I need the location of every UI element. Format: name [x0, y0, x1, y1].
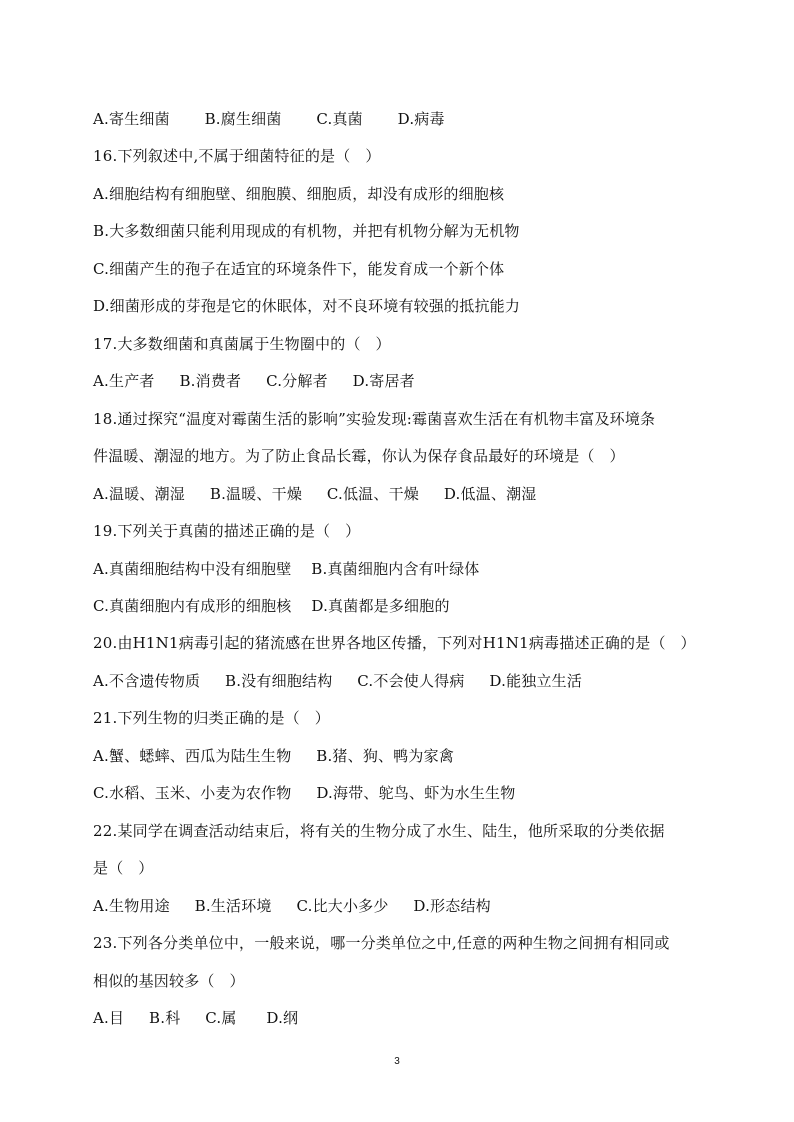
- q17-question: 17.大多数细菌和真菌属于生物圈中的（ ）: [93, 335, 391, 353]
- q16-option-b: B.大多数细菌只能利用现成的有机物，并把有机物分解为无机物: [93, 222, 520, 240]
- q18-question-line1: 18.通过探究“温度对霉菌生活的影响”实验发现:霉菌喜欢生活在有机物丰富及环境条: [93, 410, 656, 428]
- q20-options: A.不含遗传物质 B.没有细胞结构 C.不会使人得病 D.能独立生活: [93, 672, 583, 690]
- q22-question-line2: 是（ ）: [93, 859, 154, 877]
- q19-options-cd: C.真菌细胞内有成形的细胞核 D.真菌都是多细胞的: [93, 597, 450, 615]
- q16-option-a: A.细胞结构有细胞壁、细胞膜、细胞质，却没有成形的细胞核: [93, 185, 505, 203]
- q21-options-ab: A.蟹、蟋蟀、西瓜为陆生生物 B.猪、狗、鸭为家禽: [93, 747, 455, 765]
- q21-options-cd: C.水稻、玉米、小麦为农作物 D.海带、鸵鸟、虾为水生生物: [93, 784, 516, 802]
- q20-question: 20.由H1N1病毒引起的猪流感在世界各地区传播，下列对H1N1病毒描述正确的是（ ）: [93, 634, 696, 652]
- q22-options: A.生物用途 B.生活环境 C.比大小多少 D.形态结构: [93, 897, 491, 915]
- q16-option-d: D.细菌形成的芽孢是它的休眠体，对不良环境有较强的抵抗能力: [93, 297, 521, 315]
- q23-question-line2: 相似的基因较多（ ）: [93, 972, 245, 990]
- q21-question: 21.下列生物的归类正确的是（ ）: [93, 709, 330, 727]
- q15-options: A.寄生细菌 B.腐生细菌 C.真菌 D.病毒: [93, 110, 445, 128]
- q18-options: A.温暖、潮湿 B.温暖、干燥 C.低温、干燥 D.低温、潮湿: [93, 485, 537, 503]
- q23-options: A.目 B.科 C.属 D.纲: [93, 1009, 299, 1027]
- q18-question-line2: 件温暖、潮湿的地方。为了防止食品长霉，你认为保存食品最好的环境是（ ）: [93, 447, 625, 465]
- page-number: 3: [394, 1056, 400, 1067]
- q19-question: 19.下列关于真菌的描述正确的是（ ）: [93, 522, 361, 540]
- q17-options: A.生产者 B.消费者 C.分解者 D.寄居者: [93, 372, 415, 390]
- q22-question-line1: 22.某同学在调查活动结束后，将有关的生物分成了水生、陆生，他所采取的分类依据: [93, 822, 665, 840]
- q16-option-c: C.细菌产生的孢子在适宜的环境条件下，能发育成一个新个体: [93, 260, 505, 278]
- q16-question: 16.下列叙述中,不属于细菌特征的是（ ）: [93, 147, 381, 165]
- q19-options-ab: A.真菌细胞结构中没有细胞壁 B.真菌细胞内含有叶绿体: [93, 560, 480, 578]
- q23-question-line1: 23.下列各分类单位中，一般来说，哪一分类单位之中,任意的两种生物之间拥有相同或: [93, 934, 670, 952]
